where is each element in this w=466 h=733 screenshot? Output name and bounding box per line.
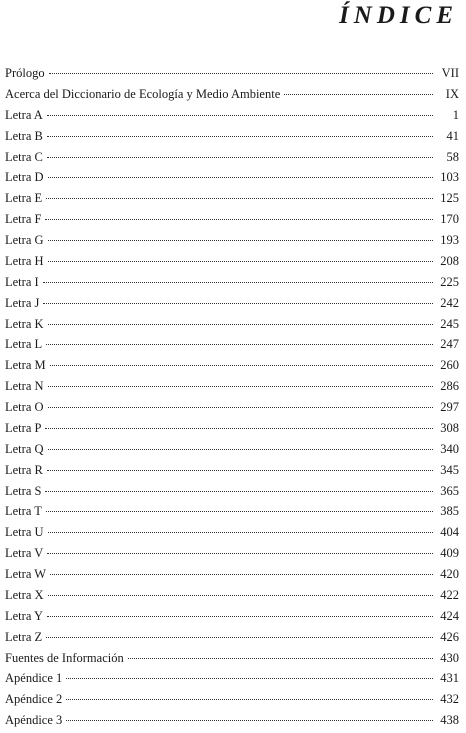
toc-entry-page-number: 208 [440, 253, 459, 268]
toc-entry-page-number: 103 [440, 170, 459, 185]
toc-entry-label: Letra Y [5, 608, 44, 623]
toc-entry [5, 585, 459, 606]
toc-entry [5, 147, 459, 168]
toc-entry-page-number: 404 [440, 525, 459, 540]
dot-leader [43, 282, 433, 283]
dot-leader [45, 428, 433, 429]
toc-entry-label: Letra Z [5, 629, 43, 644]
toc-entry-label: Apéndice 1 [5, 671, 63, 686]
toc-entry-page-number: 424 [440, 608, 459, 623]
toc-entry-page-number: 431 [440, 671, 459, 686]
toc-entry [5, 543, 459, 564]
dot-leader [47, 553, 433, 554]
toc-entry-label: Letra I [5, 274, 39, 289]
dot-leader [48, 407, 433, 408]
toc-entry [5, 63, 459, 84]
toc-entry [5, 522, 459, 543]
toc-entry [5, 710, 459, 731]
toc-entry [5, 314, 459, 335]
toc-entry-page-number: 245 [440, 316, 459, 331]
dot-leader [46, 637, 433, 638]
toc-entry-label: Letra X [5, 587, 44, 602]
toc-entry-label: Letra D [5, 170, 44, 185]
toc-entry [5, 126, 459, 147]
dot-leader [49, 73, 433, 74]
toc-entry-label: Letra J [5, 295, 40, 310]
toc-entry [5, 439, 459, 460]
toc-entry [5, 481, 459, 502]
dot-leader [48, 532, 433, 533]
toc-entry-label: Letra L [5, 337, 43, 352]
dot-leader [47, 115, 433, 116]
toc-entry [5, 606, 459, 627]
toc-entry [5, 648, 459, 669]
toc-entry-page-number: 193 [440, 233, 459, 247]
toc-entry-label: Letra O [5, 400, 44, 414]
toc-entry-label: Acerca del Diccionario de Ecología y Medio Ambiente [5, 86, 281, 101]
toc-entry [5, 460, 459, 481]
toc-entry-label: Letra P [5, 420, 42, 435]
toc-entry [5, 355, 459, 376]
toc-entry-label: Apéndice 3 [5, 713, 63, 728]
toc-entry-label: Letra G [5, 233, 44, 247]
toc-entry-page-number: 422 [440, 587, 459, 602]
toc-entry-label: Apéndice 2 [5, 692, 63, 707]
toc-entry [5, 209, 459, 230]
toc-entry-label: Letra C [5, 149, 43, 164]
dot-leader [66, 678, 433, 679]
toc-entry [5, 376, 459, 397]
toc-entry-page-number: 426 [440, 629, 459, 644]
toc-entry-label: Letra W [5, 567, 47, 581]
toc-entry-page-number: 340 [440, 441, 459, 456]
toc-entry [5, 293, 459, 314]
toc-entry-label: Letra T [5, 504, 42, 519]
dot-leader [47, 157, 433, 158]
toc-entry-page-number: 260 [440, 358, 459, 373]
toc-entry-label: Letra B [5, 128, 43, 143]
toc-entry-label: Letra E [5, 191, 43, 206]
dot-leader [66, 720, 433, 721]
toc-entry-label: Letra A [5, 107, 43, 122]
toc-entry-page-number: 409 [440, 546, 459, 561]
toc-entry-page-number: VII [441, 66, 459, 80]
toc-entry [5, 418, 459, 439]
toc-entry [5, 501, 459, 522]
toc-entry-label: Letra M [5, 358, 46, 373]
toc-entry-label: Letra H [5, 253, 44, 268]
dot-leader [45, 219, 433, 220]
toc-entry [5, 84, 459, 105]
toc-entry-label: Letra V [5, 546, 44, 561]
toc-entry [5, 188, 459, 209]
toc-entry-page-number: 247 [440, 337, 459, 352]
toc-entry-page-number: 420 [440, 567, 459, 581]
dot-leader [48, 386, 433, 387]
dot-leader [46, 511, 433, 512]
toc-entry-page-number: 170 [440, 212, 459, 227]
toc-entry-page-number: 365 [440, 483, 459, 498]
toc-entry-page-number: 297 [440, 400, 459, 414]
toc-entry-label: Letra S [5, 483, 42, 498]
toc-entry-page-number: 308 [440, 420, 459, 435]
dot-leader [48, 240, 433, 241]
toc-entry-label: Letra Q [5, 441, 44, 456]
dot-leader [46, 344, 433, 345]
toc-entry [5, 167, 459, 188]
toc-entry [5, 105, 459, 126]
toc-entry-page-number: 41 [446, 128, 459, 143]
toc-entry-page-number: IX [445, 86, 459, 101]
toc-entry-label: Letra K [5, 316, 44, 331]
toc-entry-label: Letra F [5, 212, 42, 227]
toc-entry [5, 334, 459, 355]
dot-leader [50, 574, 433, 575]
toc-entry-page-number: 242 [440, 295, 459, 310]
toc-entry [5, 272, 459, 293]
toc-entry-page-number: 58 [446, 149, 459, 164]
toc-entry [5, 627, 459, 648]
dot-leader [66, 699, 433, 700]
dot-leader [128, 658, 433, 659]
dot-leader [48, 595, 433, 596]
dot-leader [48, 177, 433, 178]
dot-leader [47, 136, 433, 137]
toc-entry [5, 668, 459, 689]
dot-leader [48, 261, 433, 262]
table-of-contents [5, 63, 459, 731]
toc-entry [5, 564, 459, 585]
toc-entry-page-number: 1 [452, 107, 459, 122]
toc-entry-label: Fuentes de Información [5, 650, 124, 665]
dot-leader [48, 324, 433, 325]
toc-entry-page-number: 286 [440, 379, 459, 394]
toc-entry-page-number: 345 [440, 462, 459, 477]
toc-entry-label: Prólogo [5, 66, 45, 80]
toc-entry-page-number: 125 [440, 191, 459, 206]
toc-entry-label: Letra N [5, 379, 44, 394]
dot-leader [46, 198, 433, 199]
toc-entry-label: Letra U [5, 525, 44, 540]
dot-leader [50, 365, 433, 366]
dot-leader [48, 449, 433, 450]
toc-entry [5, 689, 459, 710]
page-title: ÍNDICE [339, 2, 458, 29]
toc-entry-page-number: 432 [440, 692, 459, 707]
toc-entry-page-number: 430 [440, 650, 459, 665]
toc-entry-label: Letra R [5, 462, 43, 477]
dot-leader [47, 470, 433, 471]
toc-entry [5, 251, 459, 272]
dot-leader [43, 303, 433, 304]
toc-entry-page-number: 438 [440, 713, 459, 728]
toc-entry [5, 397, 459, 418]
toc-entry-page-number: 225 [440, 274, 459, 289]
toc-entry [5, 230, 459, 251]
dot-leader [45, 491, 433, 492]
toc-entry-page-number: 385 [440, 504, 459, 519]
dot-leader [284, 94, 433, 95]
dot-leader [47, 616, 433, 617]
